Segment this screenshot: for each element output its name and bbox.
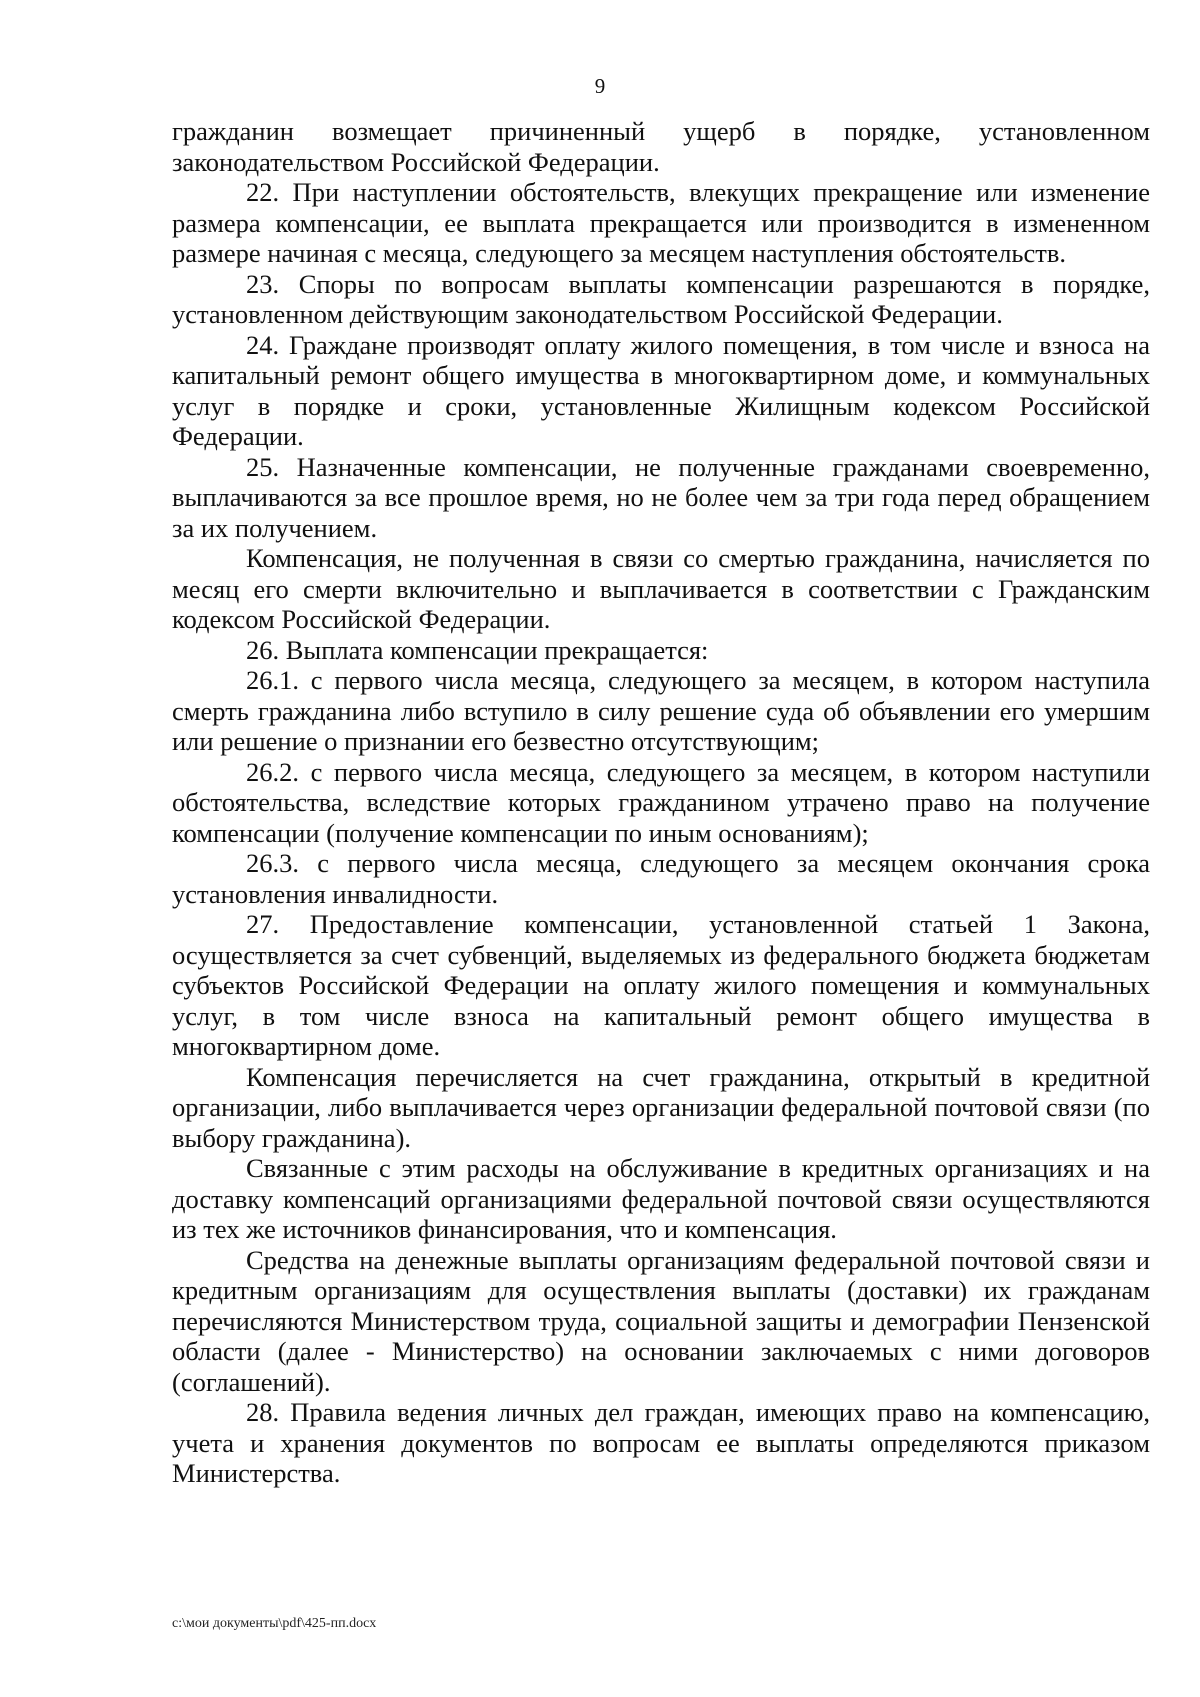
paragraph-28: 28. Правила ведения личных дел граждан, имеющих право на компенсацию, учета и хранения документов по вопросам ее выплаты определяются приказом Министерства. <box>172 1397 1150 1488</box>
paragraph-27-expenses: Связанные с этим расходы на обслуживание в кредитных организациях и на доставку компенсаций организациями федеральной почтовой связи осуществляются из тех же источников финансирования, что и компенсация. <box>172 1153 1150 1244</box>
paragraph-25: 25. Назначенные компенсации, не полученные гражданами своевременно, выплачиваются за все прошлое время, но не более чем за три года перед обращением за их получением. <box>172 451 1150 543</box>
document-body <box>172 116 1150 1489</box>
paragraph-22: 22. При наступлении обстоятельств, влекущих прекращение или изменение размера компенсации, ее выплата прекращается или производится в измененном размере начиная с месяца, следующего за месяцем наступления обстоятельств. <box>172 177 1150 268</box>
paragraph-25-continued: Компенсация, не полученная в связи со смертью гражданина, начисляется по месяц его смерти включительно и выплачивается в соответствии с Гражданским кодексом Российской Федерации. <box>172 543 1150 634</box>
paragraph-27-funds: Средства на денежные выплаты организациям федеральной почтовой связи и кредитным организациям для осуществления выплаты (доставки) их гражданам перечисляются Министерством труда, социальной защиты и демографии Пензенской области (далее - Министерство) на основании заключаемых с ними договоров (соглашений). <box>172 1244 1150 1397</box>
footer-file-path: c:\мои документы\pdf\425-пп.docx <box>172 1616 377 1631</box>
paragraph-23: 23. Споры по вопросам выплаты компенсации разрешаются в порядке, установленном действующим законодательством Российской Федерации. <box>172 268 1150 329</box>
page-number: 9 <box>594 74 606 98</box>
paragraph-continuation: гражданин возмещает причиненный ущерб в порядке, установленном законодательством Российской Федерации. <box>172 116 1150 177</box>
paragraph-24: 24. Граждане производят оплату жилого помещения, в том числе и взноса на капитальный ремонт общего имущества в многоквартирном доме, и коммунальных услуг в порядке и сроки, установленные Жилищным кодексом Российской Федерации. <box>172 329 1150 451</box>
paragraph-27-transfer: Компенсация перечисляется на счет гражданина, открытый в кредитной организации, либо выплачивается через организации федеральной почтовой связи (по выбору гражданина). <box>172 1061 1150 1153</box>
paragraph-26-3: 26.3. с первого числа месяца, следующего за месяцем окончания срока установления инвалидности. <box>172 848 1150 909</box>
paragraph-27: 27. Предоставление компенсации, установленной статьей 1 Закона, осуществляется за счет субвенций, выделяемых из федерального бюджета бюджетам субъектов Российской Федерации на оплату жилого помещения и коммунальных услуг, в том числе взноса на капитальный ремонт общего имущества в многоквартирном доме. <box>172 909 1150 1061</box>
paragraph-26-1: 26.1. с первого числа месяца, следующего за месяцем, в котором наступила смерть гражданина либо вступило в силу решение суда об объявлении его умершим или решение о признании его безвестно отсутствующим; <box>172 665 1150 756</box>
paragraph-26: 26. Выплата компенсации прекращается: <box>246 634 709 665</box>
paragraph-26-2: 26.2. с первого числа месяца, следующего за месяцем, в котором наступили обстоятельства, вследствие которых гражданином утрачено право на получение компенсации (получение компенсации по иным основаниям); <box>172 756 1150 848</box>
